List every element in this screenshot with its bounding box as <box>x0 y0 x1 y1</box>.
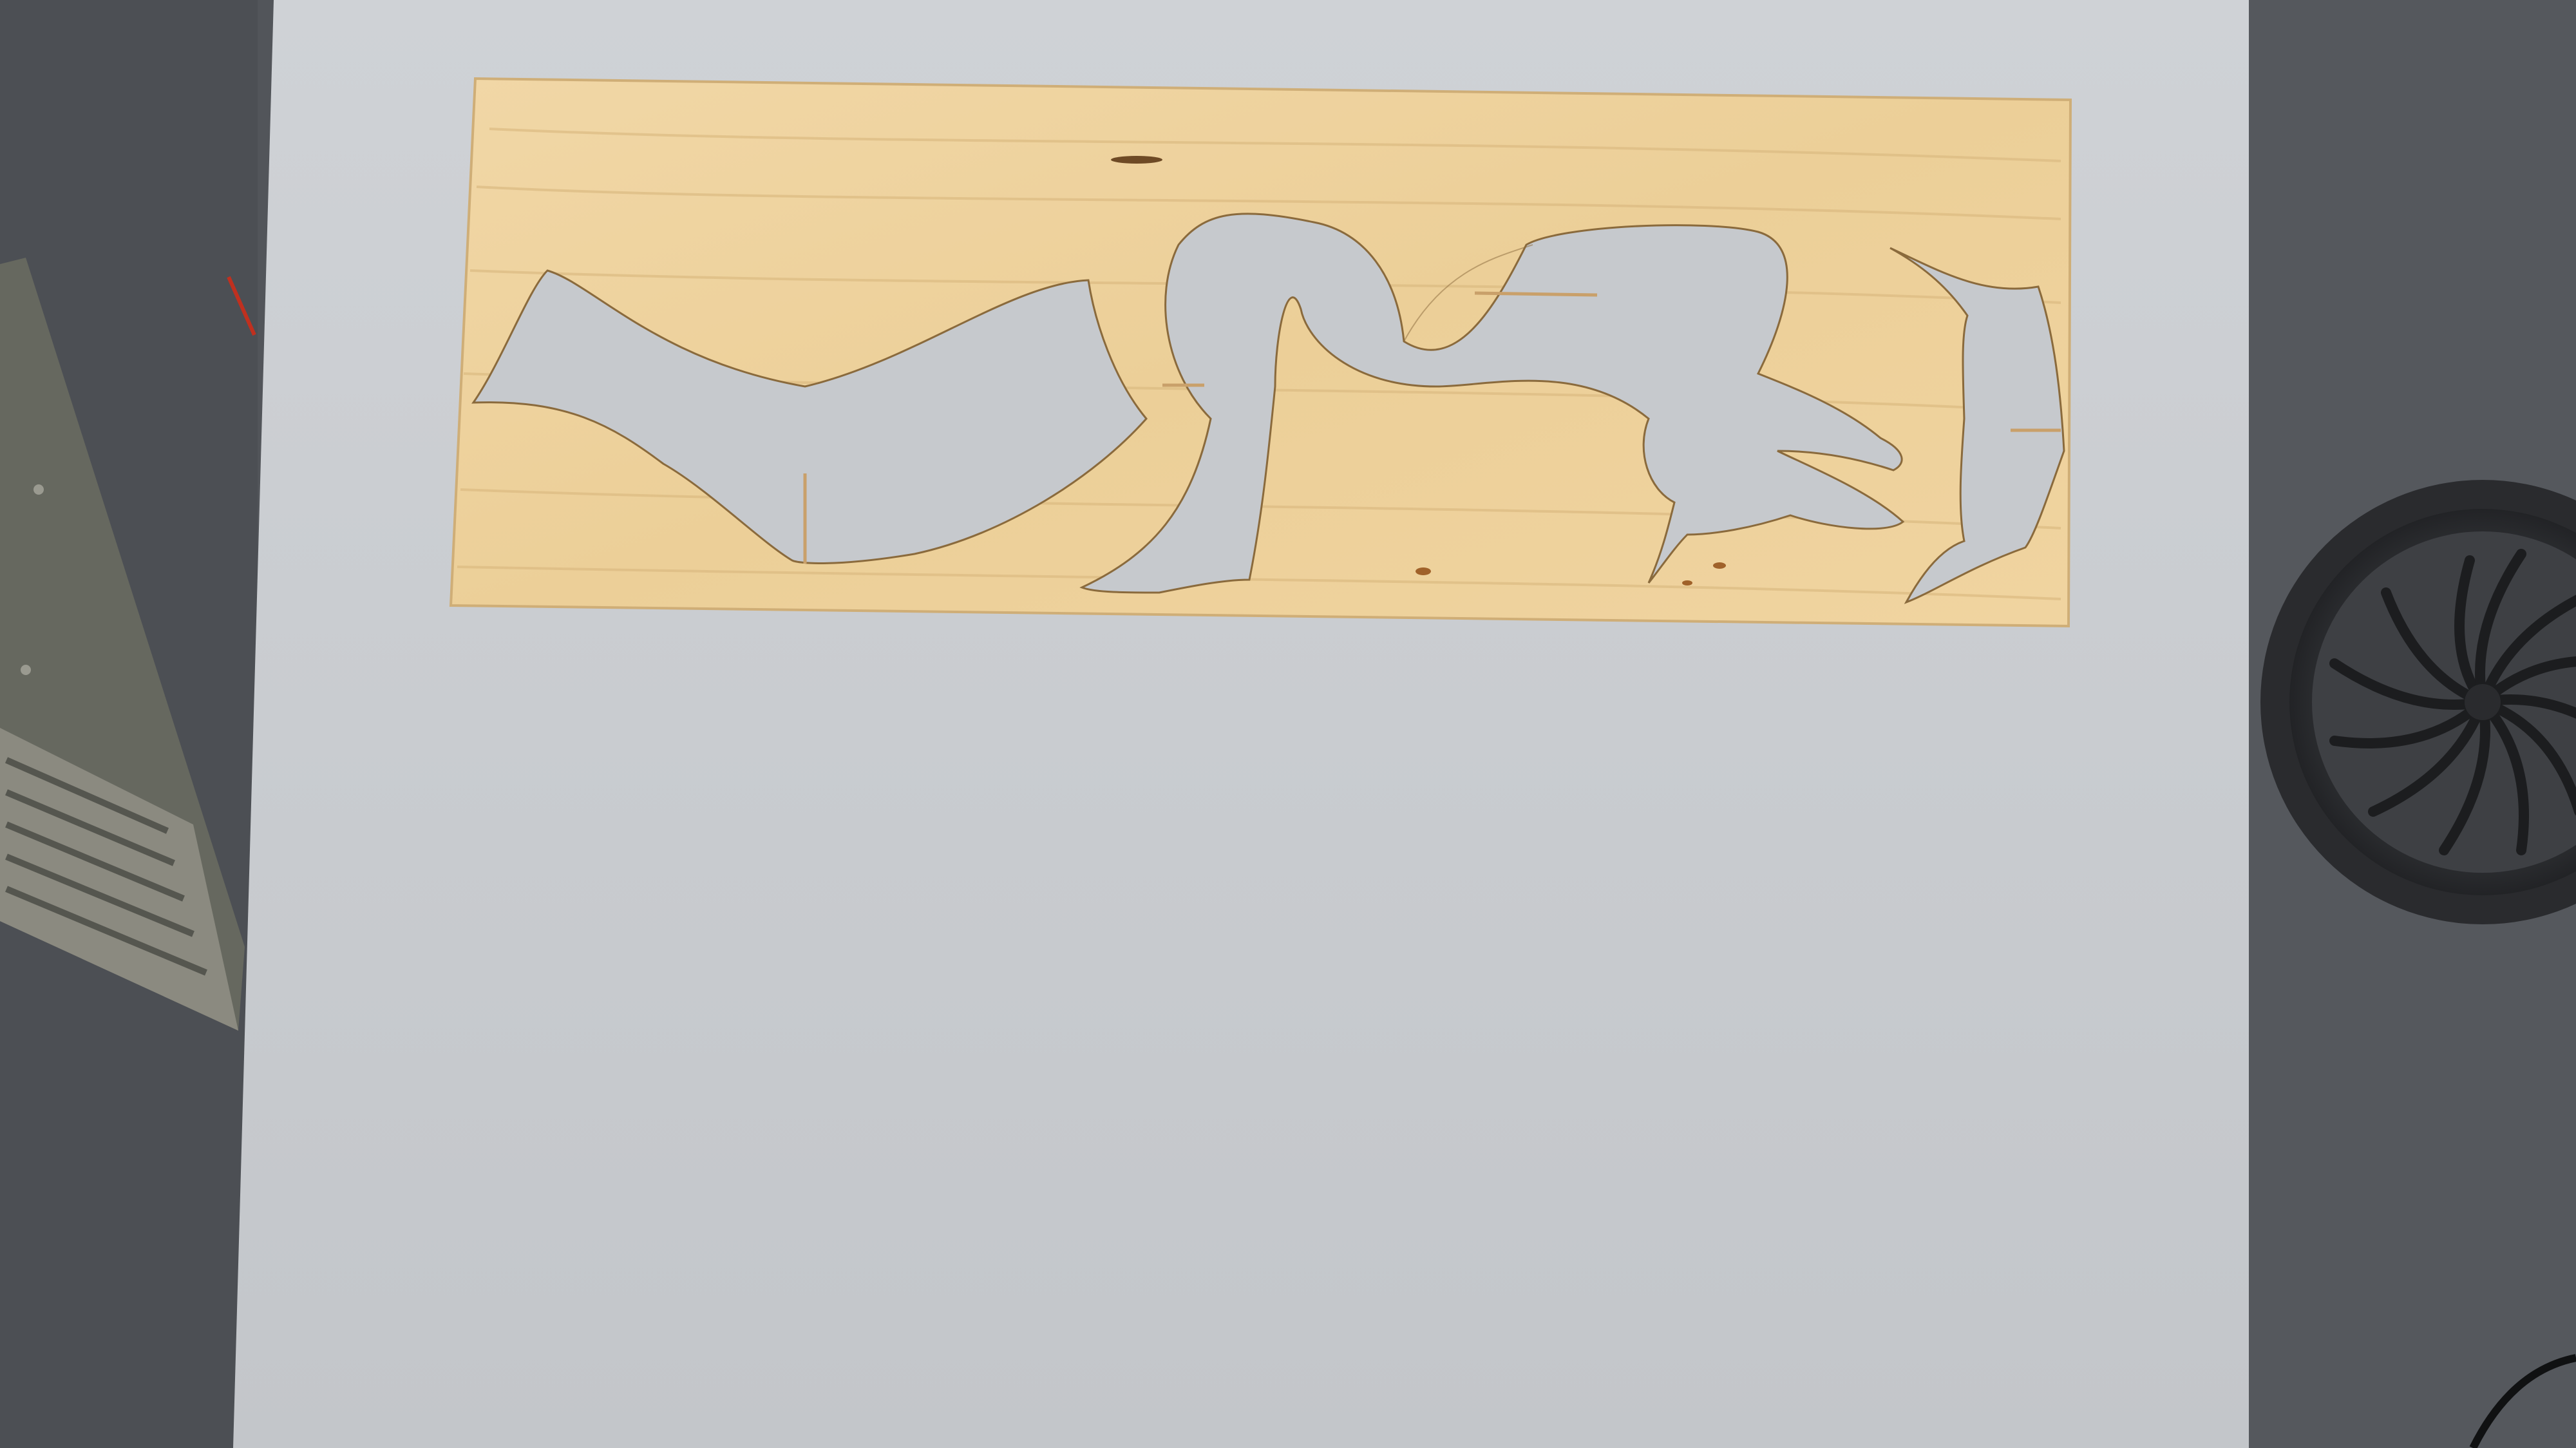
tab-slot <box>1475 293 1597 295</box>
